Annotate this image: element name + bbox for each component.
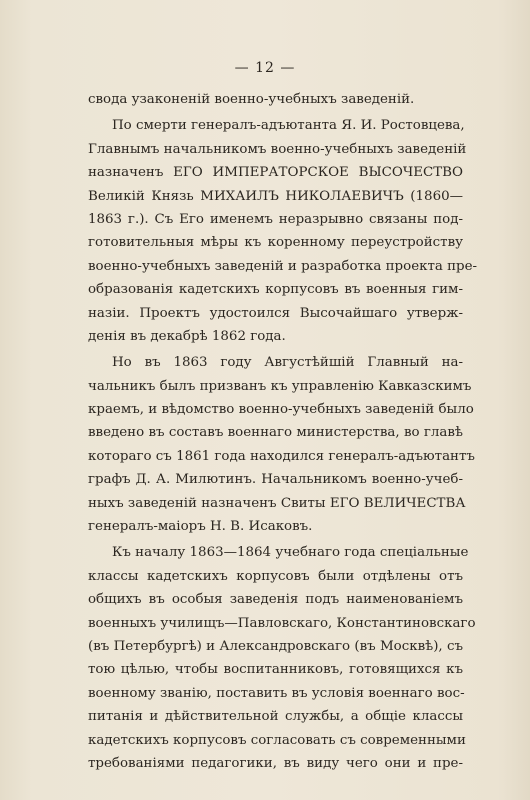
text-line: требованіями педагогики, въ виду чего они и пре- [88, 755, 463, 771]
text-line: Къ началу 1863—1864 учебнаго года спеціальные [112, 545, 469, 561]
text-line: военному званію, поставить въ условія военнаго вос- [88, 685, 465, 701]
text-line: кадетскихъ корпусовъ согласовать съ современными [88, 732, 466, 748]
text-line: генералъ-маіоръ Н. В. Исаковъ. [88, 519, 313, 535]
text-line: назначенъ ЕГО ИМПЕРАТОРСКОЕ ВЫСОЧЕСТВО [88, 165, 463, 181]
text-line: краемъ, и вѣдомство военно-учебныхъ заведеній было [88, 402, 474, 418]
paragraph [88, 351, 475, 538]
text-line: готовительныя мѣры къ коренному переустройству [88, 235, 463, 251]
text-line: тою цѣлью, чтобы воспитанниковъ, готовящихся къ [88, 662, 463, 678]
text-line: военно-учебныхъ заведеній и разработка проекта пре- [88, 258, 478, 274]
text-line: котораго съ 1861 года находился генералъ-адъютантъ [88, 448, 475, 464]
text-line: назіи. Проектъ удостоился Высочайшаго утверж- [88, 305, 463, 321]
text-line: 1863 г.). Съ Его именемъ неразрывно связаны под- [88, 211, 463, 227]
text-line: питанія и дѣйствительной службы, а общіе классы [88, 709, 463, 725]
text-line: Главнымъ начальникомъ военно-учебныхъ заведеній [88, 141, 467, 157]
paragraph [88, 114, 478, 348]
text-line: (въ Петербургѣ) и Александровскаго (въ Москвѣ), съ [88, 638, 463, 654]
text-line: По смерти генералъ-адъютанта Я. И. Ростовцева, [112, 118, 465, 134]
text-line: классы кадетскихъ корпусовъ были отдѣлены отъ [88, 568, 463, 584]
paragraph [88, 88, 463, 111]
text-line: денія въ декабрѣ 1862 года. [88, 328, 286, 344]
text-line: чальникъ былъ призванъ къ управленію Кавказскимъ [88, 378, 472, 394]
text-line: ныхъ заведеній назначенъ Свиты ЕГО ВЕЛИЧЕСТВА [88, 495, 466, 511]
text-line: Но въ 1863 году Августѣйшій Главный на- [112, 355, 463, 371]
text-line: введено въ составъ военнаго министерства, во главѣ [88, 425, 463, 441]
paragraph [88, 541, 476, 775]
page-number: — 12 — [234, 60, 296, 76]
text-line: графъ Д. А. Милютинъ. Начальникомъ военно-учеб- [88, 472, 463, 488]
page-text [88, 88, 478, 775]
text-line: свода узаконеній военно-учебныхъ заведеній. [88, 92, 415, 107]
text-line: образованія кадетскихъ корпусовъ въ военныя гим- [88, 282, 463, 298]
text-line: общихъ въ особыя заведенія подъ наименованіемъ [88, 592, 463, 608]
text-line: военныхъ училищъ—Павловскаго, Константиновскаго [88, 615, 476, 631]
text-line: Великій Князь МИХАИЛЪ НИКОЛАЕВИЧЪ (1860— [88, 188, 463, 204]
